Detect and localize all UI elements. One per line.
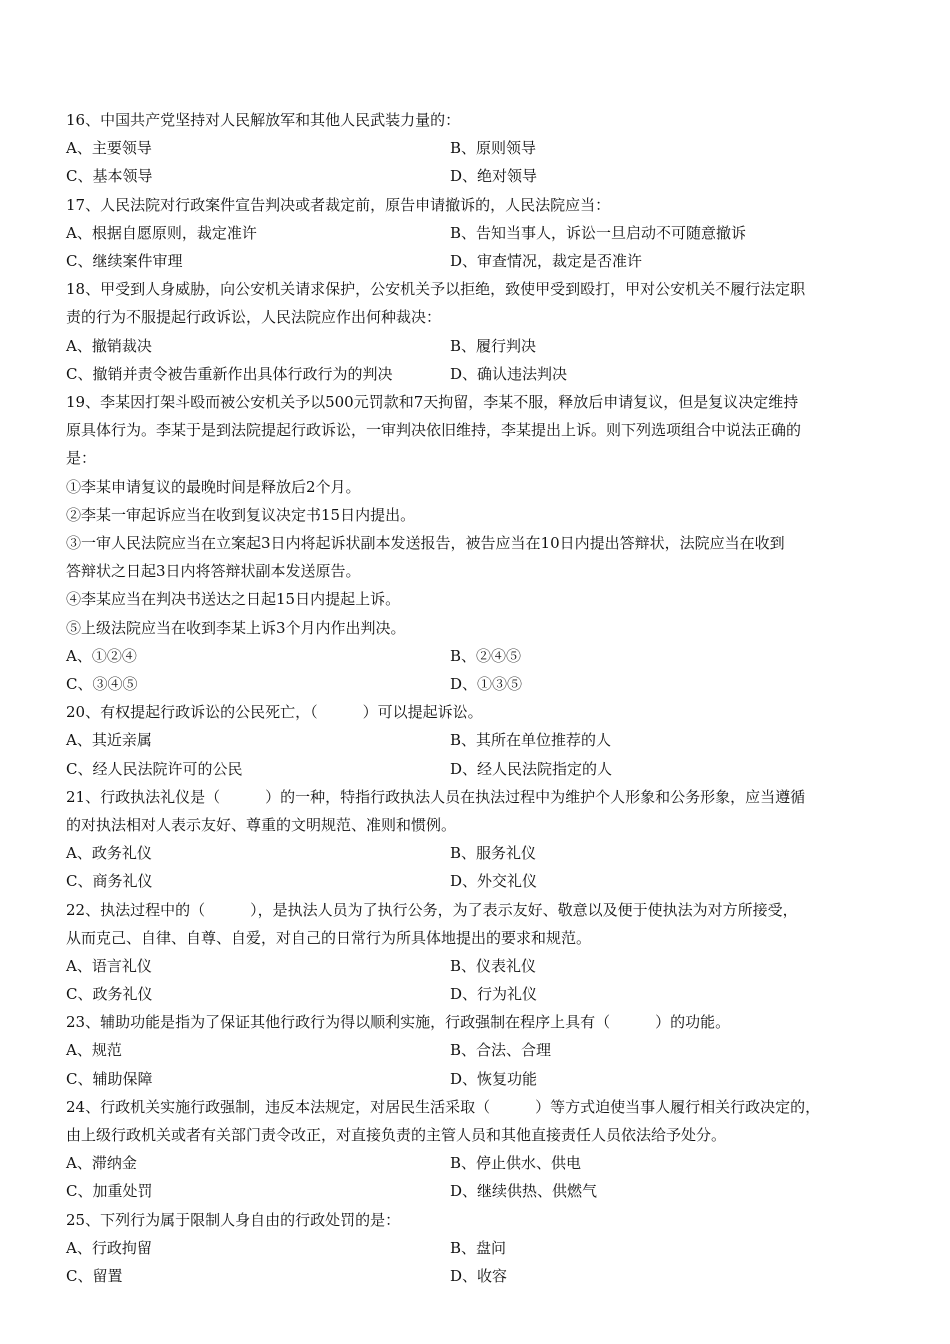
- option-row: [66, 1177, 886, 1205]
- question-text-line: ③一审人民法院应当在立案起3日内将起诉状副本发送报告，被告应当在10日内提出答辩状，法院应当在收到: [66, 533, 785, 552]
- answer-option: C、基本领导: [66, 167, 153, 186]
- answer-option: A、撤销裁决: [66, 336, 152, 355]
- answer-option: A、根据自愿原则，裁定准许: [66, 223, 257, 242]
- answer-option: D、确认违法判决: [450, 364, 568, 383]
- option-row: [66, 219, 886, 247]
- question-stem: 22、执法过程中的（ ），是执法人员为了执行公务，为了表示友好、敬意以及便于使执法为对方所接受，: [66, 900, 798, 919]
- question-q25: [66, 1206, 886, 1291]
- option-row: [66, 755, 886, 783]
- answer-option: A、行政拘留: [66, 1238, 152, 1257]
- answer-option: C、经人民法院许可的公民: [66, 759, 243, 778]
- question-stem: 16、中国共产党坚持对人民解放军和其他人民武装力量的：: [66, 111, 461, 129]
- question-stem: 21、行政执法礼仪是（ ）的一种，特指行政执法人员在执法过程中为维护个人形象和公务形象，应当遵循: [66, 787, 806, 806]
- answer-option: B、其所在单位推荐的人: [450, 731, 612, 750]
- question-q20: [66, 698, 886, 783]
- question-stem: 17、人民法院对行政案件宣告判决或者裁定前，原告申请撤诉的，人民法院应当：: [66, 195, 611, 214]
- option-row: [66, 839, 886, 867]
- question-stem: 19、李某因打架斗殴而被公安机关予以500元罚款和7天拘留，李某不服，释放后申请复议，但是复议决定维持: [66, 392, 799, 411]
- answer-option: A、主要领导: [66, 139, 152, 158]
- answer-option: C、商务礼仪: [66, 872, 153, 891]
- answer-option: A、语言礼仪: [66, 956, 152, 975]
- answer-option: B、履行判决: [450, 336, 537, 355]
- answer-option: D、审查情况，裁定是否准许: [450, 251, 643, 270]
- question-q23: [66, 1008, 886, 1093]
- answer-option: D、继续供热、供燃气: [450, 1182, 598, 1201]
- answer-option: B、盘问: [450, 1238, 507, 1257]
- question-text-line: ②李某一审起诉应当在收到复议决定书15日内提出。: [66, 505, 416, 524]
- option-row: [66, 360, 886, 388]
- question-text-line: 的对执法相对人表示友好、尊重的文明规范、准则和惯例。: [66, 815, 457, 834]
- answer-option: B、原则领导: [450, 139, 537, 158]
- question-text-line: ⑤上级法院应当在收到李某上诉3个月内作出判决。: [66, 618, 406, 637]
- answer-option: B、服务礼仪: [450, 844, 537, 863]
- answer-option: A、①②④: [66, 646, 137, 665]
- option-row: [66, 1036, 886, 1064]
- option-row: [66, 867, 886, 895]
- question-stem: 25、下列行为属于限制人身自由的行政处罚的是：: [66, 1210, 401, 1229]
- answer-option: D、行为礼仪: [450, 985, 538, 1004]
- option-row: [66, 952, 886, 980]
- answer-option: B、仪表礼仪: [450, 956, 537, 975]
- answer-option: D、绝对领导: [450, 167, 538, 186]
- option-row: [66, 1065, 886, 1093]
- question-list: [66, 106, 886, 1290]
- question-stem: 23、辅助功能是指为了保证其他行政行为得以顺利实施，行政强制在程序上具有（ ）的功能。: [66, 1013, 731, 1032]
- question-text-line: ①李某申请复议的最晚时间是释放后2个月。: [66, 477, 361, 496]
- option-row: [66, 670, 886, 698]
- option-row: [66, 980, 886, 1008]
- answer-option: C、政务礼仪: [66, 985, 153, 1004]
- option-row: [66, 1262, 886, 1290]
- question-text-line: 由上级行政机关或者有关部门责令改正，对直接负责的主管人员和其他直接责任人员依法给予处分。: [66, 1126, 727, 1145]
- answer-option: A、滞纳金: [66, 1154, 137, 1173]
- question-q24: [66, 1093, 886, 1206]
- answer-option: C、留置: [66, 1267, 123, 1286]
- question-text-line: 答辩状之日起3日内将答辩状副本发送原告。: [66, 562, 361, 581]
- question-q18: [66, 275, 886, 388]
- question-q22: [66, 896, 886, 1009]
- answer-option: C、辅助保障: [66, 1069, 153, 1088]
- answer-option: D、收容: [450, 1267, 508, 1286]
- question-q16: [66, 106, 886, 191]
- answer-option: C、③④⑤: [66, 674, 138, 693]
- answer-option: D、①③⑤: [450, 674, 523, 693]
- question-stem: 18、甲受到人身威胁，向公安机关请求保护，公安机关予以拒绝，致使甲受到殴打，甲对公安机关不履行法定职: [66, 280, 806, 299]
- answer-option: A、政务礼仪: [66, 844, 152, 863]
- question-q21: [66, 783, 886, 896]
- question-text-line: 责的行为不服提起行政诉讼，人民法院应作出何种裁决：: [66, 308, 442, 327]
- answer-option: A、其近亲属: [66, 731, 152, 750]
- option-row: [66, 1234, 886, 1262]
- answer-option: B、告知当事人，诉讼一旦启动不可随意撤诉: [450, 223, 747, 242]
- answer-option: C、加重处罚: [66, 1182, 153, 1201]
- option-row: [66, 332, 886, 360]
- question-text-line: ④李某应当在判决书送达之日起15日内提起上诉。: [66, 590, 401, 609]
- question-text-line: 从而克己、自律、自尊、自爱，对自己的日常行为所具体地提出的要求和规范。: [66, 928, 592, 947]
- option-row: [66, 134, 886, 162]
- question-q17: [66, 191, 886, 276]
- option-row: [66, 247, 886, 275]
- option-row: [66, 162, 886, 190]
- answer-option: A、规范: [66, 1041, 122, 1060]
- answer-option: D、外交礼仪: [450, 872, 538, 891]
- answer-option: B、合法、合理: [450, 1041, 552, 1060]
- answer-option: D、恢复功能: [450, 1069, 538, 1088]
- answer-option: D、经人民法院指定的人: [450, 759, 613, 778]
- question-stem: 20、有权提起行政诉讼的公民死亡，（ ）可以提起诉讼。: [66, 703, 483, 722]
- question-q19: [66, 388, 886, 698]
- answer-option: C、撤销并责令被告重新作出具体行政行为的判决: [66, 364, 393, 383]
- answer-option: C、继续案件审理: [66, 251, 183, 270]
- answer-option: B、停止供水、供电: [450, 1154, 582, 1173]
- question-stem: 24、行政机关实施行政强制，违反本法规定，对居民生活采取（ ）等方式迫使当事人履行相关行政决定的，: [66, 1097, 821, 1116]
- option-row: [66, 726, 886, 754]
- option-row: [66, 1149, 886, 1177]
- question-text-line: 原具体行为。李某于是到法院提起行政诉讼，一审判决依旧维持，李某提出上诉。则下列选项组合中说法正确的: [66, 421, 802, 440]
- answer-option: B、②④⑤: [450, 646, 522, 665]
- option-row: [66, 642, 886, 670]
- question-text-line: 是：: [66, 449, 97, 468]
